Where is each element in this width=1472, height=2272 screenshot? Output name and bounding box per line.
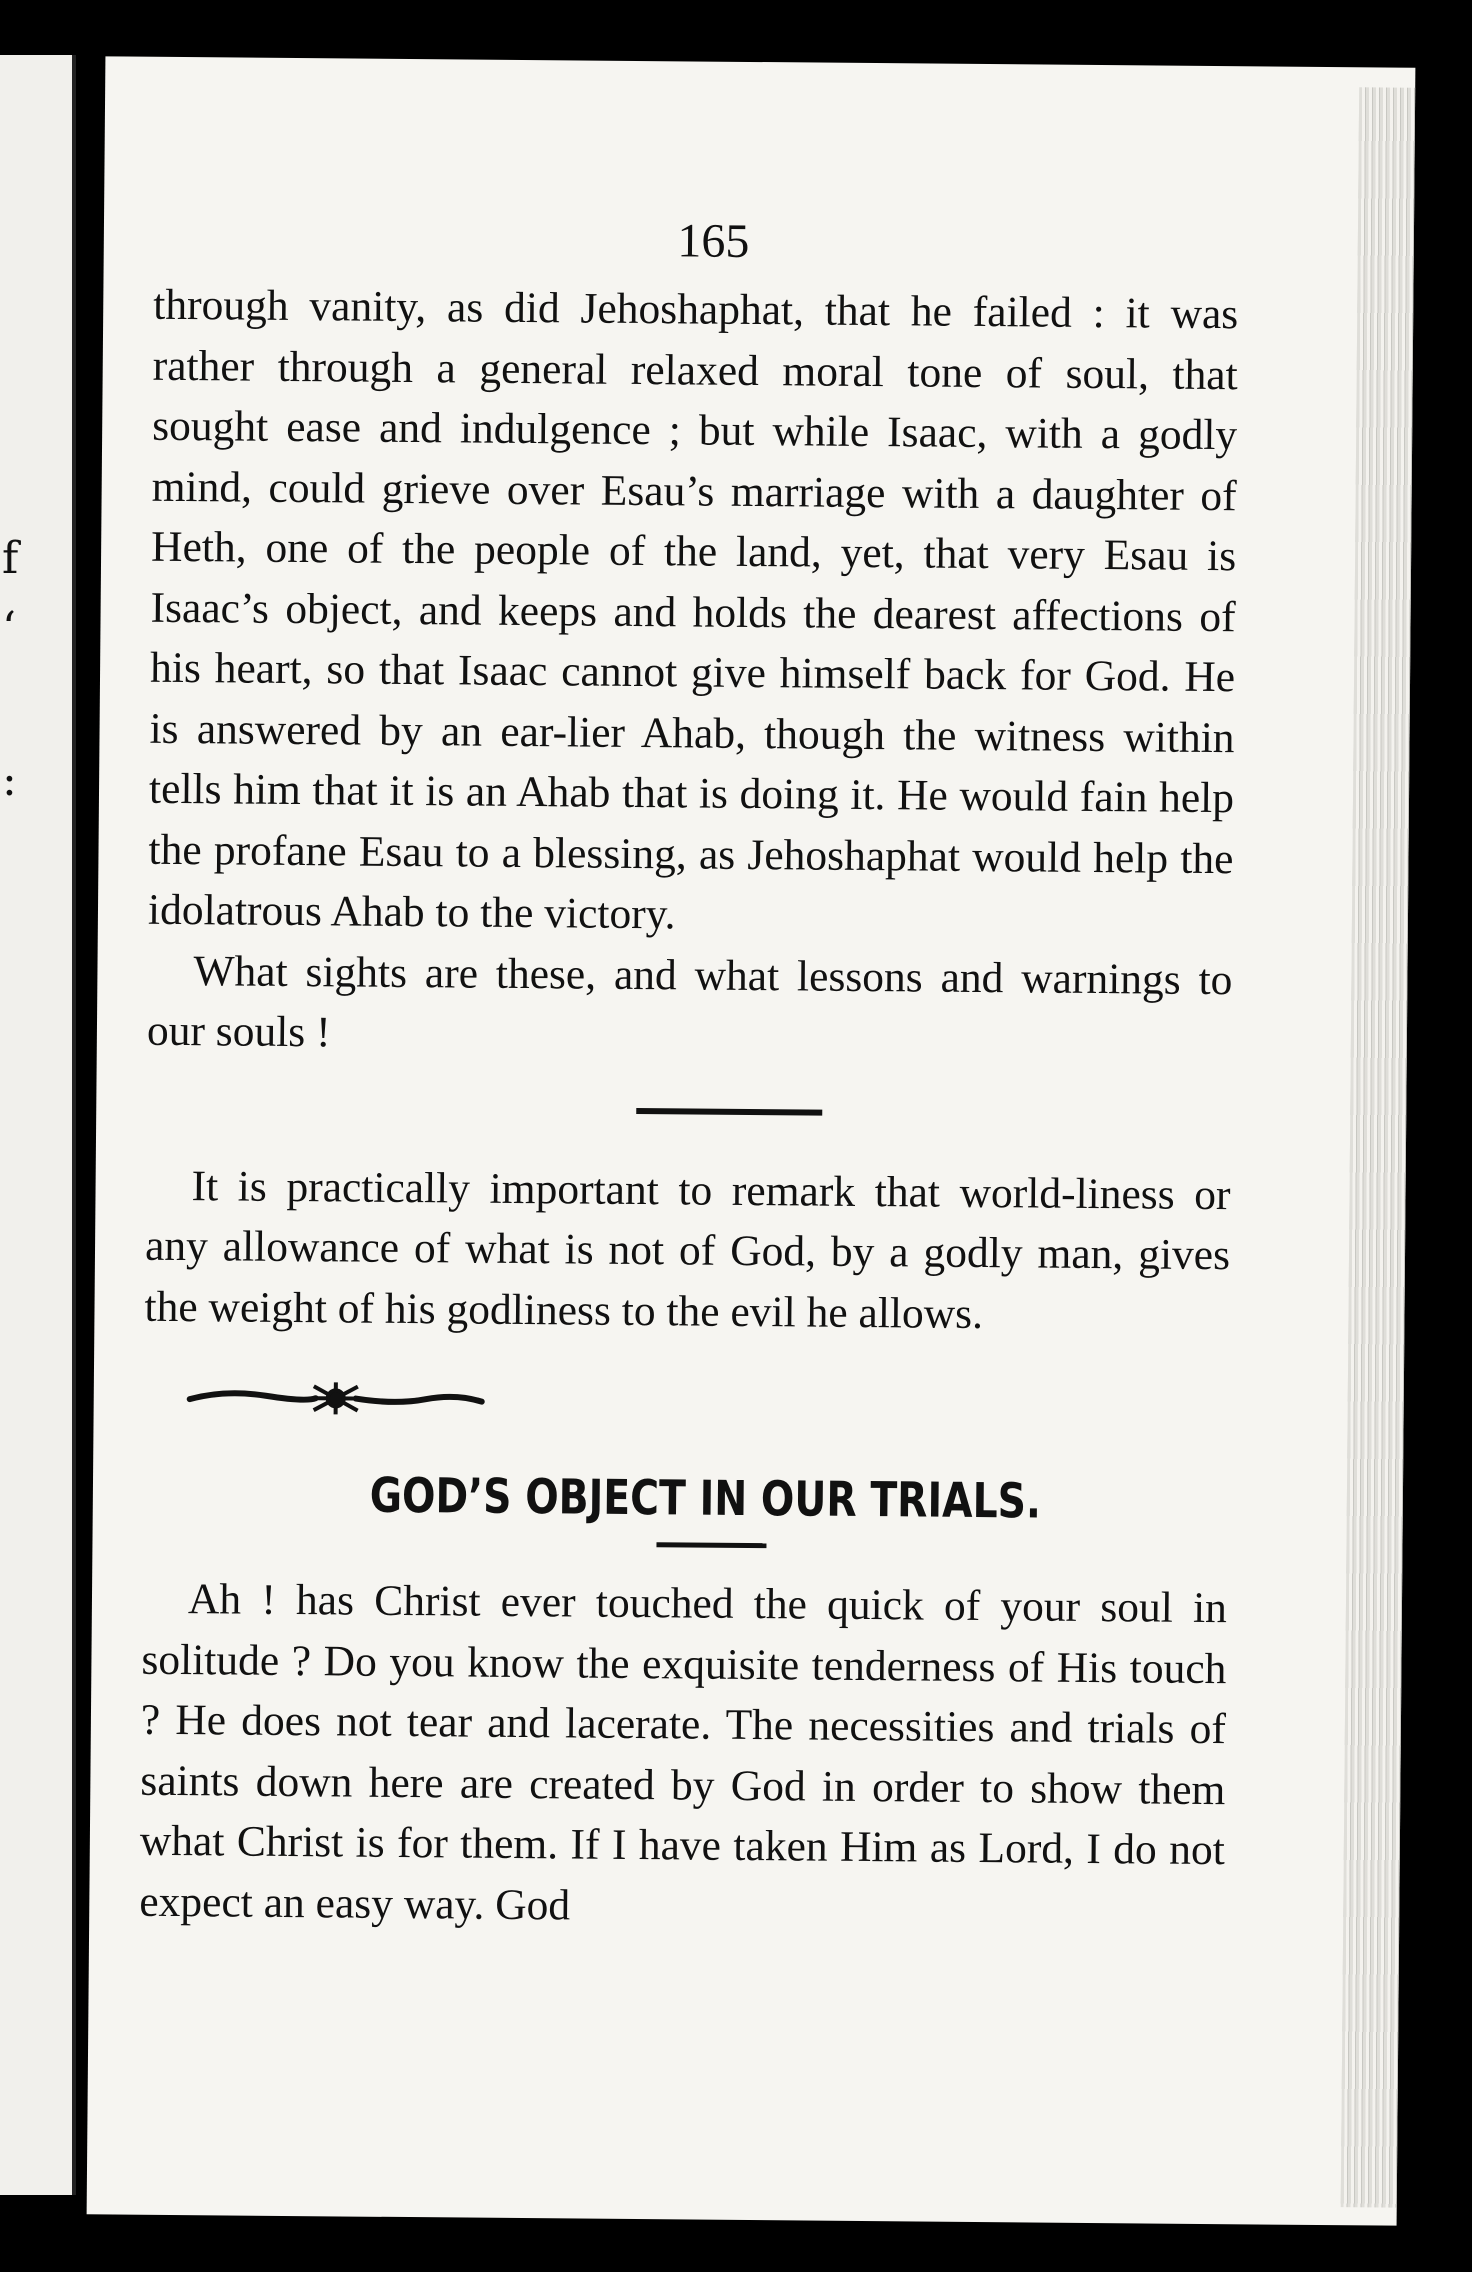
- book-page: [87, 56, 1416, 2225]
- section-heading: GOD’S OBJECT IN OUR TRIALS.: [369, 1467, 1042, 1530]
- page-number: 165: [677, 214, 750, 268]
- paragraph: Ah ! has Christ ever touched the quick of your soul in solitude ? Do you know the exquisite tenderness of His touch ? He does not tear and lacerate. The necessities and trials of saints down here are created by God in order to show them what Christ is for them. If I have taken Him as Lord, I do not expect an easy way. God: [139, 1575, 1228, 1929]
- adjacent-page-fragment: :: [2, 755, 17, 806]
- section-divider-rule: [636, 1107, 822, 1115]
- page-stack-edge: [1341, 87, 1415, 2207]
- heading-underline-rule: [656, 1542, 766, 1548]
- adjacent-page-fragment: ‘: [2, 603, 16, 654]
- paragraph: What sights are these, and what lessons and warnings to our souls !: [146, 946, 1233, 1057]
- paragraph: It is practically important to remark that world-liness or any allowance of what is not of God, by a godly man, gives the weight of his godliness to the evil he allows.: [144, 1161, 1231, 1338]
- ornament-divider: [186, 1377, 486, 1420]
- adjacent-page-fragment: f: [2, 533, 19, 584]
- paragraph-continued: through vanity, as did Jehoshaphat, that he failed : it was rather through a general relaxed moral tone of soul, that sought ease and indulgence ; but while Isaac, with a godly mind, could grieve over Esau’s marriage with a daughter of Heth, one of the people of the land, yet, that very Esau is Isaac’s object, and keeps and holds the dearest affections of his heart, so that Isaac cannot give himself back for God. He is answered by an ear-lier Ahab, though the witness within tells him that it is an Ahab that is doing it. He would fain help the profane Esau to a blessing, as Jehoshaphat would help the idolatrous Ahab to the victory.: [147, 280, 1239, 939]
- page-content: [139, 207, 1239, 1941]
- adjacent-page-edge: [0, 55, 76, 2195]
